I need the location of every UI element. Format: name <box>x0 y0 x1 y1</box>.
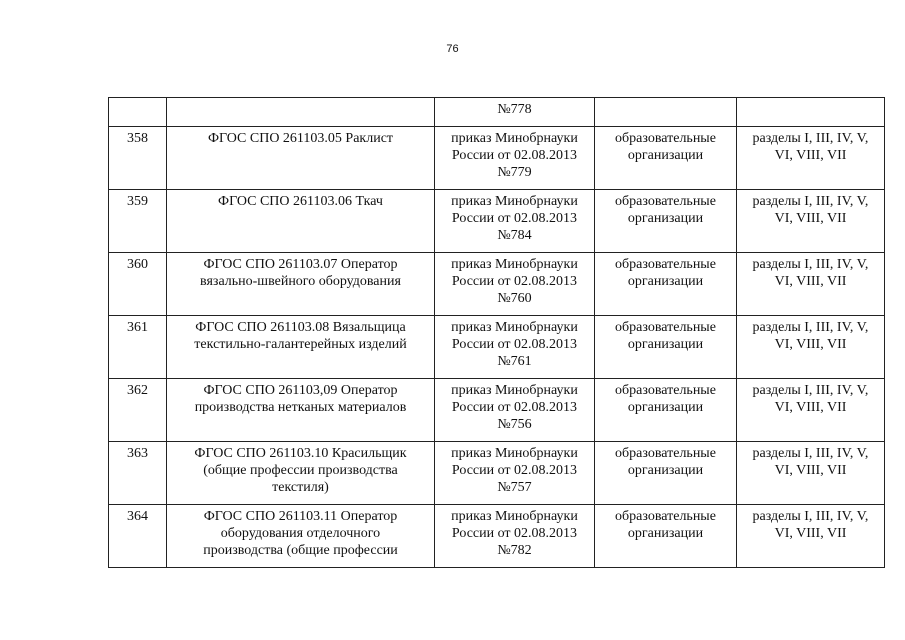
org-line: образовательные <box>615 320 716 335</box>
name-line: ФГОС СПО 261103.05 Раклист <box>207 131 394 146</box>
cell-order <box>435 379 595 442</box>
order-line: №782 <box>497 543 532 558</box>
sections-line: разделы I, III, IV, V, <box>752 257 869 272</box>
cell-sections <box>737 190 885 253</box>
table-row-continuation <box>109 98 885 127</box>
name-line: текстильно-галантерейных изделий <box>194 337 407 352</box>
name-line: вязально-швейного оборудования <box>200 274 401 289</box>
sections-line: разделы I, III, IV, V, <box>752 194 869 209</box>
cell-org <box>595 316 737 379</box>
sections-line: разделы I, III, IV, V, <box>752 320 869 335</box>
order-line: №779 <box>497 165 532 180</box>
name-line: текстиля) <box>272 480 329 495</box>
cell-name <box>167 505 435 568</box>
org-line: организации <box>627 274 704 289</box>
cell-org <box>595 127 737 190</box>
org-line: образовательные <box>615 131 716 146</box>
cell-name <box>167 127 435 190</box>
cell-num <box>109 98 167 127</box>
sections-line: разделы I, III, IV, V, <box>752 446 869 461</box>
cell-num: 359 <box>109 190 167 253</box>
order-line: №784 <box>497 228 532 243</box>
org-line: образовательные <box>615 446 716 461</box>
name-line: ФГОС СПО 261103.08 Вязальщица <box>195 320 406 335</box>
cell-org <box>595 190 737 253</box>
cell-sections <box>737 316 885 379</box>
order-line: №756 <box>497 417 532 432</box>
org-line: организации <box>627 526 704 541</box>
cell-name <box>167 379 435 442</box>
cell-order <box>435 98 595 127</box>
order-line: России от 02.08.2013 <box>451 400 578 415</box>
cell-order <box>435 190 595 253</box>
cell-name <box>167 442 435 505</box>
order-line: приказ Минобрнауки <box>451 446 578 461</box>
table-row <box>109 127 885 190</box>
sections-line: VI, VIII, VII <box>774 463 847 478</box>
cell-order <box>435 442 595 505</box>
name-line: производства (общие профессии <box>203 543 398 558</box>
order-line: №760 <box>497 291 532 306</box>
cell-org <box>595 442 737 505</box>
sections-line: разделы I, III, IV, V, <box>752 383 869 398</box>
name-line: оборудования отделочного <box>220 526 381 541</box>
order-line: №757 <box>497 480 532 495</box>
cell-org <box>595 505 737 568</box>
cell-name <box>167 190 435 253</box>
order-line: приказ Минобрнауки <box>451 257 578 272</box>
name-line: ФГОС СПО 261103.10 Красильщик <box>194 446 407 461</box>
sections-line: VI, VIII, VII <box>774 274 847 289</box>
cell-order <box>435 127 595 190</box>
cell-sections <box>737 442 885 505</box>
order-line: приказ Минобрнауки <box>451 383 578 398</box>
cell-sections <box>737 127 885 190</box>
table-row <box>109 505 885 568</box>
cell-org <box>595 379 737 442</box>
org-line: организации <box>627 211 704 226</box>
order-line: России от 02.08.2013 <box>451 211 578 226</box>
org-line: образовательные <box>615 257 716 272</box>
order-line: №778 <box>497 102 532 117</box>
org-line: организации <box>627 148 704 163</box>
cell-num: 361 <box>109 316 167 379</box>
cell-order <box>435 505 595 568</box>
org-line: организации <box>627 337 704 352</box>
order-line: приказ Минобрнауки <box>451 320 578 335</box>
order-line: приказ Минобрнауки <box>451 509 578 524</box>
table-row <box>109 190 885 253</box>
order-line: России от 02.08.2013 <box>451 463 578 478</box>
cell-order <box>435 253 595 316</box>
order-line: России от 02.08.2013 <box>451 148 578 163</box>
cell-num: 363 <box>109 442 167 505</box>
org-line: образовательные <box>615 194 716 209</box>
sections-line: разделы I, III, IV, V, <box>752 131 869 146</box>
cell-num: 360 <box>109 253 167 316</box>
cell-num: 362 <box>109 379 167 442</box>
sections-line: VI, VIII, VII <box>774 526 847 541</box>
cell-sections <box>737 505 885 568</box>
table-row <box>109 379 885 442</box>
sections-line: разделы I, III, IV, V, <box>752 509 869 524</box>
name-line: (общие профессии производства <box>203 463 398 478</box>
org-line: образовательные <box>615 383 716 398</box>
name-line: ФГОС СПО 261103.06 Ткач <box>218 194 383 209</box>
org-line: образовательные <box>615 509 716 524</box>
order-line: приказ Минобрнауки <box>451 131 578 146</box>
order-line: №761 <box>497 354 532 369</box>
standards-table <box>108 97 885 568</box>
sections-line: VI, VIII, VII <box>774 148 847 163</box>
cell-org <box>595 98 737 127</box>
sections-line: VI, VIII, VII <box>774 211 847 226</box>
table-row <box>109 316 885 379</box>
table-row <box>109 442 885 505</box>
page-number: 76 <box>446 43 459 55</box>
order-line: приказ Минобрнауки <box>451 194 578 209</box>
cell-sections <box>737 98 885 127</box>
cell-order <box>435 316 595 379</box>
order-line: России от 02.08.2013 <box>451 337 578 352</box>
table-row <box>109 253 885 316</box>
sections-line: VI, VIII, VII <box>774 400 847 415</box>
order-line: России от 02.08.2013 <box>451 274 578 289</box>
sections-line: VI, VIII, VII <box>774 337 847 352</box>
cell-org <box>595 253 737 316</box>
cell-sections <box>737 379 885 442</box>
cell-sections <box>737 253 885 316</box>
name-line: ФГОС СПО 261103,09 Оператор <box>203 383 398 398</box>
cell-name <box>167 253 435 316</box>
name-line: производства нетканых материалов <box>194 400 407 415</box>
cell-name <box>167 316 435 379</box>
name-line: ФГОС СПО 261103.11 Оператор <box>203 509 398 524</box>
org-line: организации <box>627 463 704 478</box>
order-line: России от 02.08.2013 <box>451 526 578 541</box>
cell-num: 358 <box>109 127 167 190</box>
name-line: ФГОС СПО 261103.07 Оператор <box>203 257 398 272</box>
cell-name <box>167 98 435 127</box>
org-line: организации <box>627 400 704 415</box>
cell-num: 364 <box>109 505 167 568</box>
